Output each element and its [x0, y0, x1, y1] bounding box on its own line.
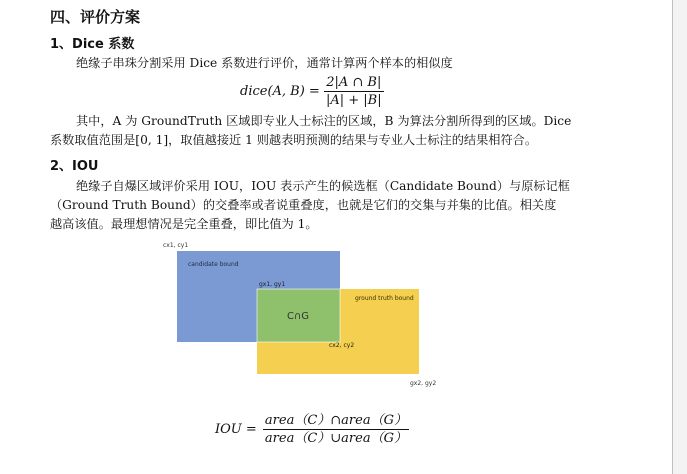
label-g1: gx1, gy1 [259, 281, 286, 288]
label-candidate: candidate bound [188, 261, 239, 268]
iou-formula [215, 412, 409, 447]
iou-paragraph-line2: （Ground Truth Bound）的交叠率或者说重叠度，也就是它们的交集与并集的比值。相关度 [50, 198, 557, 212]
label-ground-truth: ground truth bound [355, 295, 414, 302]
iou-formula-fraction [263, 412, 409, 447]
dice-formula [240, 74, 384, 109]
dice-paragraph-line1: 其中，A 为 GroundTruth 区域即专业人士标注的区域，B 为算法分割所得到的区域。Dice [76, 114, 572, 128]
iou-formula-lhs: IOU = [215, 422, 257, 437]
iou-formula-denominator: area（C）∪area（G） [264, 431, 407, 446]
iou-paragraph-line1: 绝缘子自爆区域评价采用 IOU，IOU 表示产生的候选框（Candidate Bound）与原标记框 [76, 179, 570, 193]
dice-heading: 1、Dice 系数 [50, 37, 135, 52]
label-c2: cx2, cy2 [329, 342, 355, 349]
dice-paragraph-line2: 系数取值范围是[0, 1]，取值越接近 1 则越表明预测的结果与专业人士标注的结果相符合。 [50, 133, 538, 147]
dice-formula-fraction [324, 74, 384, 109]
dice-formula-denominator: |A| + |B| [325, 93, 382, 108]
dice-intro: 绝缘子串珠分割采用 Dice 系数进行评价，通常计算两个样本的相似度 [76, 56, 453, 70]
iou-diagram [155, 238, 445, 390]
dice-formula-lhs: dice(A, B) = [240, 84, 320, 99]
dice-formula-numerator: 2|A ∩ B| [324, 74, 384, 92]
section-title: 四、评价方案 [50, 8, 141, 26]
label-g2: gx2, gy2 [410, 380, 437, 387]
iou-formula-numerator: area（C）∩area（G） [264, 413, 407, 428]
iou-paragraph-line3: 越高该值。最理想情况是完全重叠，即比值为 1。 [50, 217, 318, 231]
iou-heading: 2、IOU [50, 159, 99, 174]
label-c1: cx1, cy1 [163, 242, 189, 249]
page-margin [673, 0, 687, 474]
label-intersection: C∩G [286, 311, 310, 322]
